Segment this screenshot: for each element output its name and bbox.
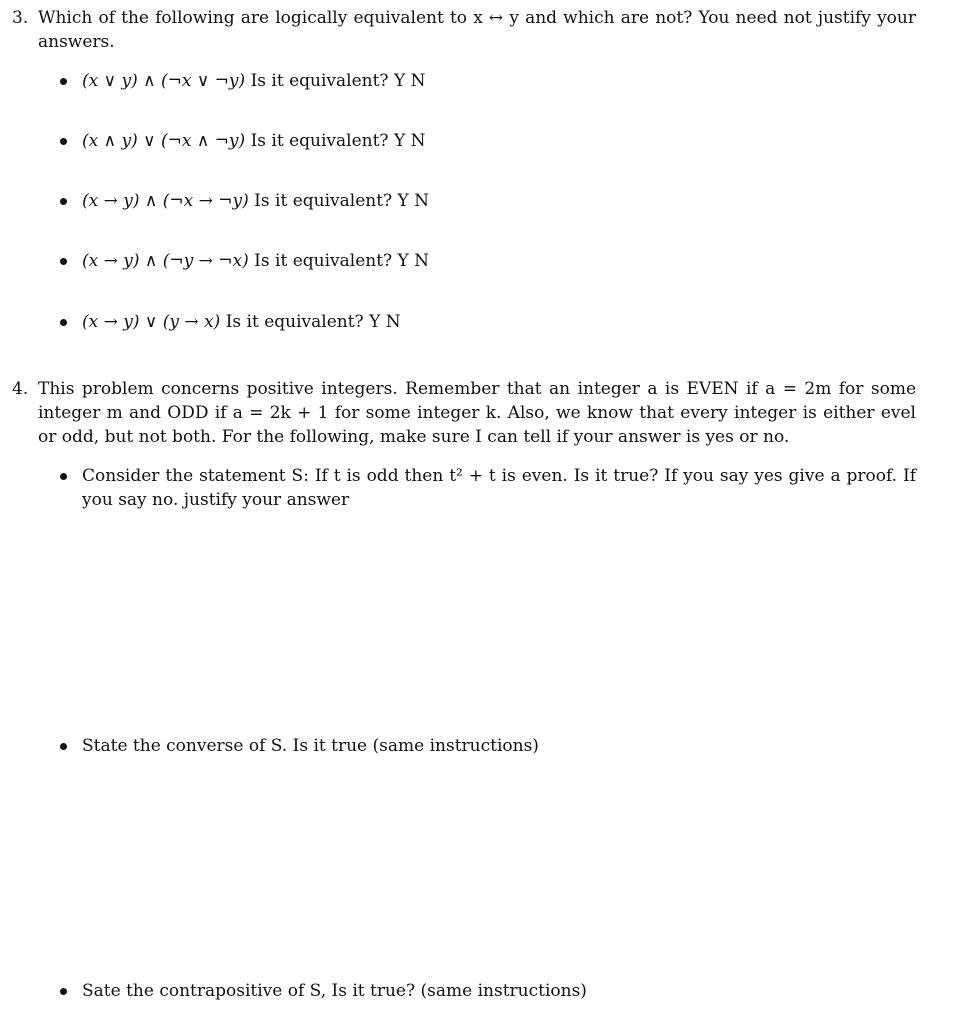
p3-item-1-formula: (x ∨ y) ∧ (¬x ∨ ¬y)	[82, 71, 246, 91]
p3-item-5	[60, 310, 916, 334]
problem-3-text: Which of the following are logically equivalent to x ↔ y and which are not? You need not justify your answers.	[38, 8, 916, 52]
bullet-icon	[60, 473, 67, 480]
p4-item-2	[60, 734, 916, 758]
bullet-icon	[60, 988, 67, 995]
bullet-icon	[60, 319, 67, 326]
p3-item-4-question: Is it equivalent? Y N	[254, 251, 430, 271]
p3-item-3	[60, 189, 916, 213]
problem-4	[0, 377, 972, 449]
p4-item-1-text: Consider the statement S: If t is odd then t² + t is even. Is it true? If you say yes give a proof. If you say no. justify your answer	[82, 466, 916, 510]
p4-item-2-text: State the converse of S. Is it true (same instructions)	[82, 736, 539, 756]
p3-item-2-formula: (x ∧ y) ∨ (¬x ∧ ¬y)	[82, 131, 246, 151]
p3-item-2-question: Is it equivalent? Y N	[250, 131, 426, 151]
p4-item-1	[60, 464, 916, 512]
problem-3-number: 3.	[12, 8, 29, 28]
problem-4-number: 4.	[12, 379, 29, 399]
problem-4-text: This problem concerns positive integers. Remember that an integer a is EVEN if a = 2m for some integer m and ODD if a = 2k + 1 for some integer k. Also, we know that every integer is either evel or odd, but not both. For the following, make sure I can tell if your answer is yes or no.	[38, 379, 916, 447]
bullet-icon	[60, 258, 67, 265]
p3-item-5-formula: (x → y) ∨ (y → x)	[82, 312, 221, 332]
p3-item-1	[60, 69, 916, 93]
p3-item-4	[60, 249, 916, 273]
bullet-icon	[60, 78, 67, 85]
p3-item-1-question: Is it equivalent? Y N	[250, 71, 426, 91]
p4-item-3	[60, 979, 916, 1003]
bullet-icon	[60, 743, 67, 750]
problem-3	[0, 6, 972, 54]
p3-item-4-formula: (x → y) ∧ (¬y → ¬x)	[82, 251, 249, 271]
p4-item-3-text: Sate the contrapositive of S, Is it true? (same instructions)	[82, 981, 587, 1001]
p3-item-3-question: Is it equivalent? Y N	[254, 191, 430, 211]
p3-item-2	[60, 129, 916, 153]
p3-item-5-question: Is it equivalent? Y N	[225, 312, 401, 332]
bullet-icon	[60, 198, 67, 205]
bullet-icon	[60, 138, 67, 145]
p3-item-3-formula: (x → y) ∧ (¬x → ¬y)	[82, 191, 249, 211]
